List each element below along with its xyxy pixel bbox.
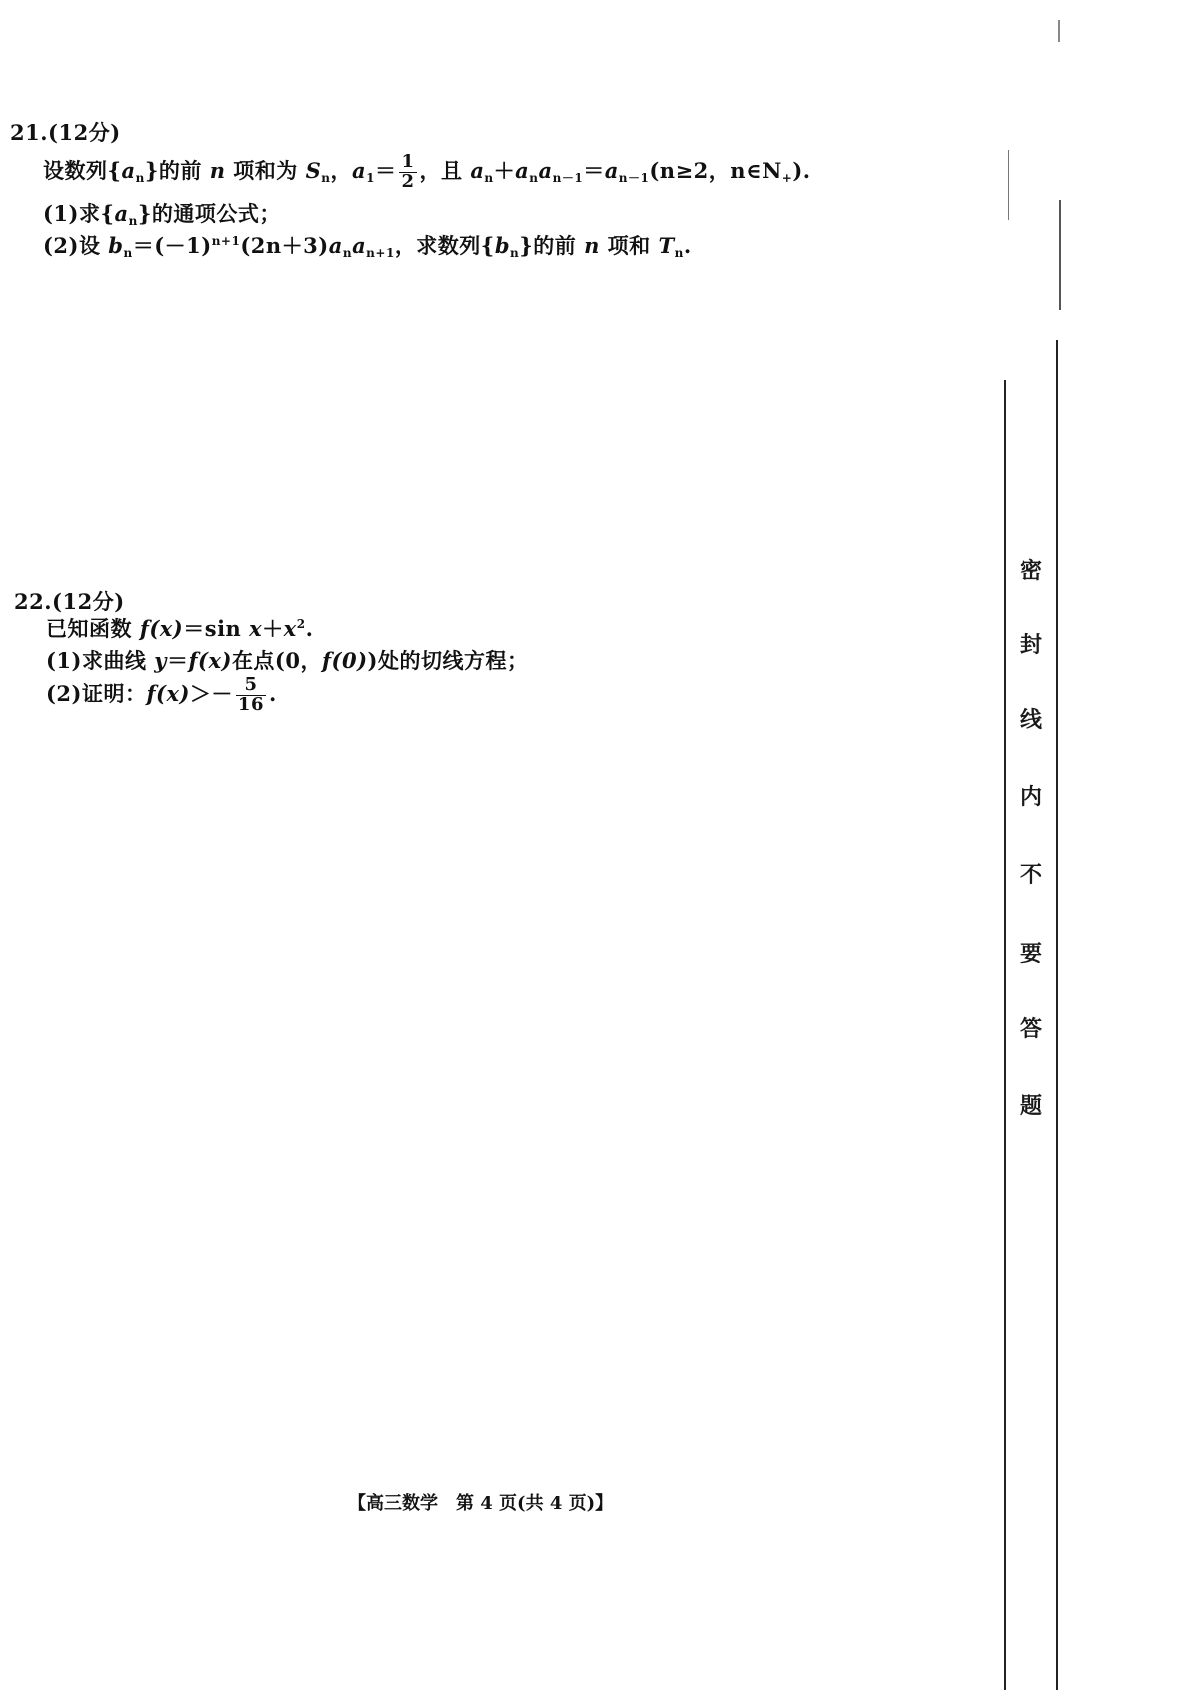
q21-part2-var: n xyxy=(584,233,600,258)
q22-part2-text: (2)证明： xyxy=(46,680,147,706)
seal-char-5: 不 xyxy=(1019,862,1042,888)
q21-stem-sub: n xyxy=(135,170,145,185)
q21-stem-var: S xyxy=(305,157,322,183)
q22-part2-var: f(x) xyxy=(146,680,190,706)
binding-line-upper-fragment xyxy=(1059,200,1061,310)
seal-char-4: 内 xyxy=(1019,784,1042,810)
q22-stem-sup: 2 xyxy=(296,617,306,631)
q21-part1-text: (1)求{ xyxy=(43,201,115,226)
page-footer xyxy=(348,1489,613,1515)
q21-stem-text: ，且 xyxy=(419,157,463,183)
q22-stem-text: . xyxy=(305,616,314,641)
q21-part2-text: ，求数列{ xyxy=(394,233,495,258)
binding-line-left-fragment xyxy=(1008,150,1009,220)
binding-line-top-fragment xyxy=(1058,20,1060,42)
q21-part2-var: b xyxy=(494,233,511,258)
q22-fraction-five-sixteenths xyxy=(236,676,266,715)
q22-points: (12分) xyxy=(52,589,125,614)
q22-stem xyxy=(46,613,313,643)
seal-char-3: 线 xyxy=(1019,707,1042,733)
q22-stem-text: ＝sin xyxy=(183,616,250,641)
q21-part2-var: b xyxy=(108,233,124,258)
q21-stem-var: a xyxy=(470,157,485,183)
q21-part2-text: . xyxy=(683,233,692,258)
q21-part2-text: 项和 xyxy=(607,233,651,258)
seal-char-6: 要 xyxy=(1019,941,1042,967)
q22-part2-text: . xyxy=(268,680,277,706)
q21-points: (12分) xyxy=(48,120,121,145)
q21-part2-sub: n xyxy=(123,246,133,260)
q21-part2-var: T xyxy=(658,233,675,258)
fraction-denominator: 2 xyxy=(401,170,415,192)
q21-part2-text: (2)设 xyxy=(43,233,101,258)
q21-part2-sub: n xyxy=(510,246,520,260)
q21-part2-sub: n xyxy=(342,246,353,260)
q22-stem-var: x xyxy=(283,616,297,641)
q22-stem-var: x xyxy=(249,616,263,641)
fraction-denominator: 16 xyxy=(237,693,264,715)
footer-subject: 高三数学 xyxy=(366,1493,438,1514)
q21-part1-var: a xyxy=(114,201,129,226)
footer-page-number: 第 4 页(共 4 页) xyxy=(456,1493,596,1514)
q22-part1-var: y xyxy=(154,648,167,673)
q22-part1 xyxy=(46,645,528,675)
q21-stem-text: ＝ xyxy=(374,157,397,183)
q22-stem-text: 已知函数 xyxy=(46,616,132,641)
q21-stem-var: a xyxy=(604,157,619,183)
q21-stem-text: 项和为 xyxy=(233,157,298,183)
q21-part2-sub: n+1 xyxy=(366,246,395,260)
q21-stem-condition: (n≥2，n∈N xyxy=(649,157,782,183)
fraction-numerator: 5 xyxy=(236,676,266,696)
seal-char-2: 封 xyxy=(1019,632,1042,658)
q21-stem-sub: n xyxy=(529,170,539,185)
q21-stem-var: a xyxy=(538,157,553,183)
q21-stem-text: ＝ xyxy=(583,157,605,183)
q22-part1-text: )处的切线方程； xyxy=(367,648,529,673)
q21-part1 xyxy=(43,198,281,228)
seal-char-8: 题 xyxy=(1019,1093,1042,1119)
fraction-numerator: 1 xyxy=(401,151,415,172)
q21-part1-text: }的通项公式； xyxy=(137,201,281,226)
q21-stem-sub: + xyxy=(781,170,793,185)
seal-char-1: 密 xyxy=(1019,558,1042,584)
q22-part1-var: f(x) xyxy=(188,648,232,673)
q21-number: 21. xyxy=(10,120,49,145)
q21-part2-var: a xyxy=(328,233,343,258)
q21-stem xyxy=(43,153,811,192)
q22-part1-text: (1)求曲线 xyxy=(46,648,147,673)
q22-stem-text: ＋ xyxy=(262,616,284,641)
q21-stem-var: n xyxy=(209,157,226,183)
footer-bracket-close: 】 xyxy=(595,1493,614,1514)
q21-stem-text: ＋ xyxy=(493,157,516,183)
q21-stem-sub: 1 xyxy=(366,170,375,185)
q21-part1-sub: n xyxy=(128,214,138,228)
q21-stem-text: ， xyxy=(330,157,352,183)
q21-part2-sup: n+1 xyxy=(211,234,241,248)
q21-part2-sub: n xyxy=(674,246,684,260)
q21-stem-var: a xyxy=(352,157,367,183)
binding-line-outer xyxy=(1056,340,1058,1690)
q21-part2-var: a xyxy=(352,233,367,258)
q21-fraction-one-half xyxy=(399,153,416,192)
q21-stem-var: a xyxy=(121,157,136,183)
q22-part2 xyxy=(46,676,277,715)
seal-char-7: 答 xyxy=(1019,1016,1042,1042)
q21-stem-text: 设数列{ xyxy=(43,157,122,183)
q21-stem-text: ). xyxy=(792,157,811,183)
q21-stem-text: }的前 xyxy=(144,157,202,183)
q22-part1-var: f(0) xyxy=(322,648,368,673)
binding-line-inner xyxy=(1004,380,1006,1690)
q21-stem-sub: n xyxy=(321,170,331,185)
q21-part2-text: ＝(－1) xyxy=(132,233,212,258)
q21-part2 xyxy=(43,230,692,260)
q21-stem-var: a xyxy=(515,157,530,183)
q21-part2-text: }的前 xyxy=(519,233,577,258)
q21-stem-sub: n－1 xyxy=(618,170,650,185)
q21-header xyxy=(10,117,121,147)
footer-bracket-open: 【 xyxy=(348,1493,366,1514)
q22-number: 22. xyxy=(14,589,53,614)
q22-part2-text: ＞－ xyxy=(189,680,233,706)
q22-part1-text: ＝ xyxy=(167,648,189,673)
q21-stem-sub: n－1 xyxy=(552,170,584,185)
q21-part2-text: (2n＋3) xyxy=(240,233,329,258)
q22-header xyxy=(14,586,125,616)
q21-stem-sub: n xyxy=(484,170,494,185)
q22-stem-var: f(x) xyxy=(139,616,184,641)
q22-part1-text: 在点(0， xyxy=(231,648,322,673)
